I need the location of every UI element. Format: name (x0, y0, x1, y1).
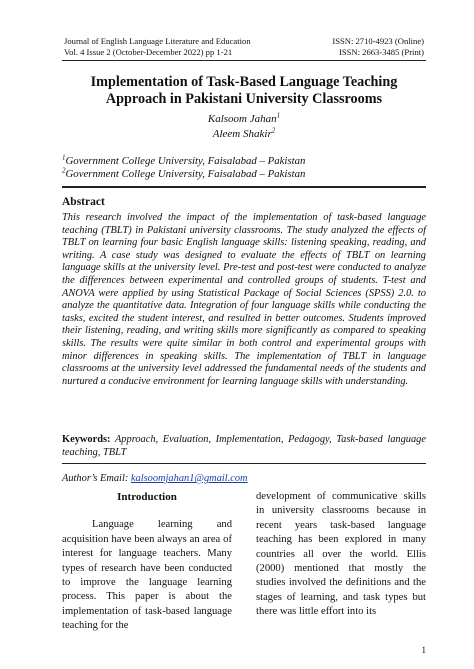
author-1 (62, 112, 426, 126)
author-2-sup: 2 (271, 126, 276, 135)
intro-heading: Introduction (117, 491, 177, 503)
intro-paragraph-right: development of communicative skills in university classrooms because in recent years task-based language teaching has been explored in many countries all over the world. Ellis (2000) mentioned that mostly the studies involved the definitions and the stages of learning, and task types but there was little effort into its (256, 491, 426, 618)
intro-column-left (62, 490, 232, 634)
affiliation-2-sup: 2 (62, 166, 66, 175)
volume-info: Vol. 4 Issue 2 (October-December 2022) pp 1-21 (64, 47, 233, 57)
author-1-name: Kalsoom Jahan (207, 113, 277, 125)
intro-column-right (256, 490, 426, 620)
abstract-text: This research involved the impact of the implementation of task-based language teaching (TBLT) in Pakistani university classrooms. The study analyzed the effects of TBLT on learning four basic English language skills: listening speaking, reading, and writing. A case study was designed to evaluate the effects of TBLT on learning language skills at the university level. Pre-test and post-test were conducted to analyze the differences between experimental and controlled groups of students. T-test and ANOVA were applied by using Statistical Package of Social Sciences (SPSS) 2.0. to analyze the quantitative data. Integration of four language skills while conducting the tasks, excited the student interest, and resulted in better outcomes. Students improved their listening, reading, and writing skills more significantly as compared to speaking skills. The results were quite similar in both control and experimental groups with minor differences in speaking skills. The implementation of TBLT in language classrooms at the university level addressed the fundamental needs of the students and nurtured a conducive environment for learning language skills with understanding. (62, 212, 426, 387)
affiliation-2 (62, 168, 305, 181)
author-email (62, 473, 248, 484)
issn-online: ISSN: 2710-4923 (Online) (332, 36, 424, 46)
affiliation-1 (62, 155, 305, 168)
affiliation-1-text: Government College University, Faisalabad – Pakistan (65, 155, 306, 167)
journal-name: Journal of English Language Literature and Education (64, 36, 251, 46)
author-2-name: Aleem Shakir (212, 128, 272, 140)
page-number: 1 (421, 645, 426, 655)
email-link[interactable]: kalsoomjahan1@gmail.com (130, 473, 248, 484)
affiliation-1-sup: 1 (62, 153, 66, 162)
abstract-top-rule (62, 186, 426, 188)
keywords-label: Keywords: (62, 434, 111, 445)
affiliation-2-text: Government College University, Faisalabad – Pakistan (65, 168, 306, 180)
intro-paragraph-left: Language learning and acquisition have been always an area of interest for language teachers. Many types of research have been conducted to improve the language learning process. This paper is about the implementation of task-based language teaching for the (62, 519, 232, 632)
issn-print: ISSN: 2663-3485 (Print) (339, 47, 424, 57)
author-1-sup: 1 (276, 111, 281, 120)
keywords (62, 434, 426, 459)
abstract-heading: Abstract (62, 196, 105, 208)
author-2 (62, 127, 426, 141)
keywords-bottom-rule (62, 463, 426, 464)
keywords-text: Approach, Evaluation, Implementation, Pedagogy, Task-based language teaching, TBLT (62, 434, 426, 458)
paper-title: Implementation of Task-Based Language Teaching Approach in Pakistani University Classrooms (90, 74, 398, 107)
header-rule (62, 60, 426, 61)
email-label: Author’s Email: (62, 473, 129, 484)
